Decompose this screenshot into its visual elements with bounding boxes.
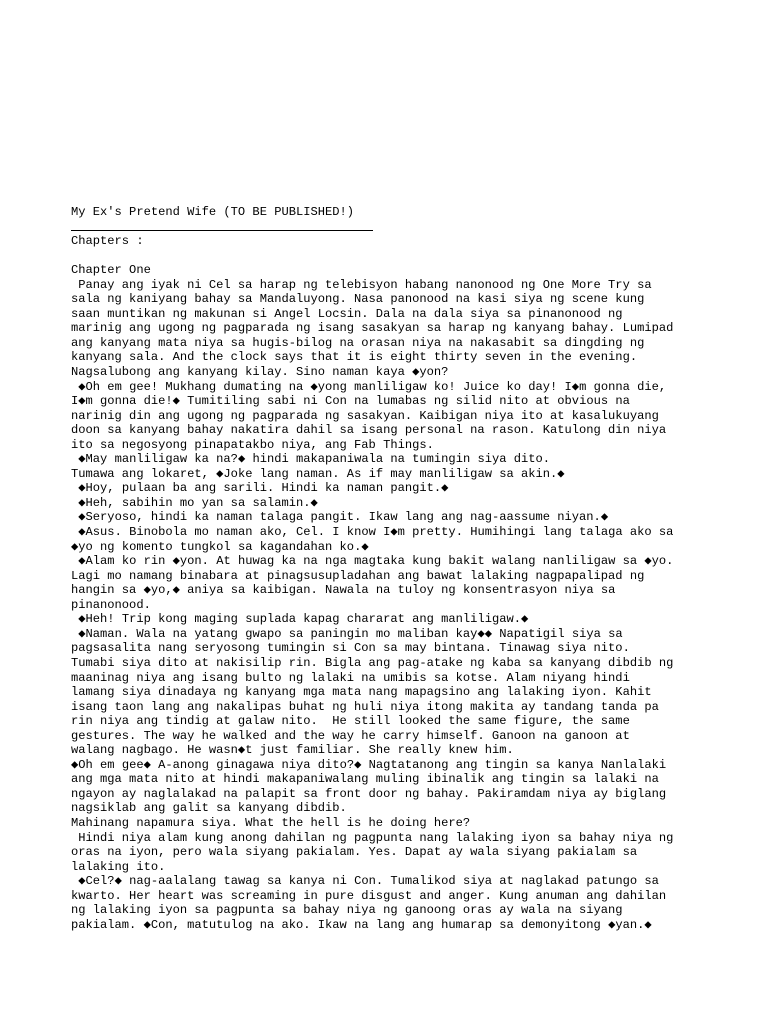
text-line: pinanonood. bbox=[71, 597, 151, 612]
text-line: Panay ang iyak ni Cel sa harap ng telebisyon habang nanonood ng One More Try sa bbox=[71, 277, 652, 292]
text-line: ang mga mata nito at hindi makapaniwalang muling ibinalik ang tingin sa lalaki na bbox=[71, 772, 659, 787]
text-line: ◆Seryoso, hindi ka naman talaga pangit. Ikaw lang ang nag-aassume niyan.◆ bbox=[71, 510, 609, 525]
text-line: ◆Alam ko rin ◆yon. At huwag ka na nga magtaka kung bakit walang nanliligaw sa ◆yo. bbox=[71, 554, 674, 569]
text-line: Lagi mo namang binabara at pinagsusupladahan ang bawat lalaking nagpapalipad ng bbox=[71, 568, 645, 583]
text-line: ◆May manliligaw ka na?◆ hindi makapaniwala na tumingin siya dito. bbox=[71, 452, 551, 467]
text-line: ◆Naman. Wala na yatang gwapo sa paningin mo maliban kay◆◆ Napatigil siya sa bbox=[71, 626, 623, 641]
text-line: kwarto. Her heart was screaming in pure disgust and anger. Kung anuman ang dahilan bbox=[71, 888, 667, 903]
text-line: nagsiklab ang galit sa kanyang dibdib. bbox=[71, 801, 347, 816]
text-line: gestures. The way he walked and the way he carry himself. Ganoon na ganoon at bbox=[71, 728, 630, 743]
document-page bbox=[71, 205, 731, 932]
text-line: I◆m gonna die!◆ Tumitiling sabi ni Con na lumabas ng silid nito at obvious na bbox=[71, 394, 630, 409]
text-line: Nagsalubong ang kanyang kilay. Sino naman kaya ◆yon? bbox=[71, 365, 449, 380]
text-line: ◆Heh, sabihin mo yan sa salamin.◆ bbox=[71, 495, 318, 510]
text-line: lalaking ito. bbox=[71, 859, 166, 874]
text-line: walang nagbago. He wasn◆t just familiar. She really knew him. bbox=[71, 743, 514, 758]
text-line: ◆yo ng komento tungkol sa kagandahan ko.◆ bbox=[71, 539, 369, 554]
text-line: hangin sa ◆yo,◆ aniya sa kaibigan. Nawala na tuloy ng konsentrasyon niya sa bbox=[71, 583, 616, 598]
text-line: ◆Hoy, pulaan ba ang sarili. Hindi ka naman pangit.◆ bbox=[71, 481, 449, 496]
text-line: ito sa negosyong pinapatakbo niya, ang Fab Things. bbox=[71, 437, 434, 452]
chapter-body bbox=[71, 278, 731, 933]
text-line: maaninag niya ang isang bulto ng lalaki na umibis sa kotse. Alam niyang hindi bbox=[71, 670, 630, 685]
text-line: pakialam. ◆Con, matutulog na ako. Ikaw na lang ang humarap sa demonyitong ◆yan.◆ bbox=[71, 917, 652, 932]
text-line: rin niya ang tindig at galaw nito. He still looked the same figure, the same bbox=[71, 714, 630, 729]
text-line: pagsasalita nang seryosong tumingin si Con sa may bintana. Tinawag siya nito. bbox=[71, 641, 630, 656]
text-line: ◆Heh! Trip kong maging suplada kapag chararat ang manliligaw.◆ bbox=[71, 612, 529, 627]
chapter-heading: Chapter One bbox=[71, 263, 151, 278]
text-line: ◆Oh em gee! Mukhang dumating na ◆yong manliligaw ko! Juice ko day! I◆m gonna die, bbox=[71, 379, 667, 394]
text-line: ◆Cel?◆ nag-aalalang tawag sa kanya ni Con. Tumalikod siya at naglakad patungo sa bbox=[71, 874, 659, 889]
chapters-label: Chapters : bbox=[71, 234, 144, 249]
text-line: saan muntikan ng makunan si Angel Locsin. Dala na dala siya sa pinanonood ng bbox=[71, 306, 623, 321]
text-line: narinig din ang ugong ng pagparada ng sasakyan. Kaibigan niya ito at kasalukuyang bbox=[71, 408, 659, 423]
text-line: ◆Oh em gee◆ A-anong ginagawa niya dito?◆ Nagtatanong ang tingin sa kanya Nanlalaki bbox=[71, 757, 667, 772]
text-line: marinig ang ugong ng pagparada ng isang sasakyan sa harap ng kanyang bahay. Lumipad bbox=[71, 321, 674, 336]
text-line: oras na iyon, pero wala siyang pakialam. Yes. Dapat ay wala siyang pakialam sa bbox=[71, 845, 638, 860]
text-line: ◆Asus. Binobola mo naman ako, Cel. I know I◆m pretty. Humihingi lang talaga ako sa bbox=[71, 525, 674, 540]
text-line: Tumabi siya dito at nakisilip rin. Bigla ang pag-atake ng kaba sa kanyang dibdib ng bbox=[71, 655, 674, 670]
blank-line bbox=[71, 249, 731, 264]
text-line: ng lalaking iyon sa pagpunta sa bahay niya ng ganoong oras ay wala na siyang bbox=[71, 903, 623, 918]
text-line: sala ng kaniyang bahay sa Mandaluyong. Nasa panonood na kasi siya ng scene kung bbox=[71, 292, 645, 307]
text-line: Tumawa ang lokaret, ◆Joke lang naman. As if may manliligaw sa akin.◆ bbox=[71, 466, 565, 481]
text-line: doon sa kanyang bahay nakatira dahil sa isang personal na rason. Katulong din niya bbox=[71, 423, 667, 438]
document-title: My Ex's Pretend Wife (TO BE PUBLISHED!) bbox=[71, 205, 355, 219]
text-line: lamang siya dinadaya ng kanyang mga mata nang mapagsino ang lalaking iyon. Kahit bbox=[71, 685, 652, 700]
text-line: isang taon lang ang nakalipas buhat ng huli niya itong makita ay tandang tanda pa bbox=[71, 699, 659, 714]
text-line: Hindi niya alam kung anong dahilan ng pagpunta nang lalaking iyon sa bahay niya ng bbox=[71, 830, 674, 845]
text-line: ang kanyang mata niya sa hugis-bilog na orasan niya na nakasabit sa dingding ng bbox=[71, 335, 645, 350]
text-line: ngayon ay naglalakad na palapit sa front door ng bahay. Pakiramdam niya ay biglang bbox=[71, 786, 667, 801]
text-line: kanyang sala. And the clock says that it is eight thirty seven in the evening. bbox=[71, 350, 638, 365]
text-line: Mahinang napamura siya. What the hell is he doing here? bbox=[71, 815, 471, 830]
